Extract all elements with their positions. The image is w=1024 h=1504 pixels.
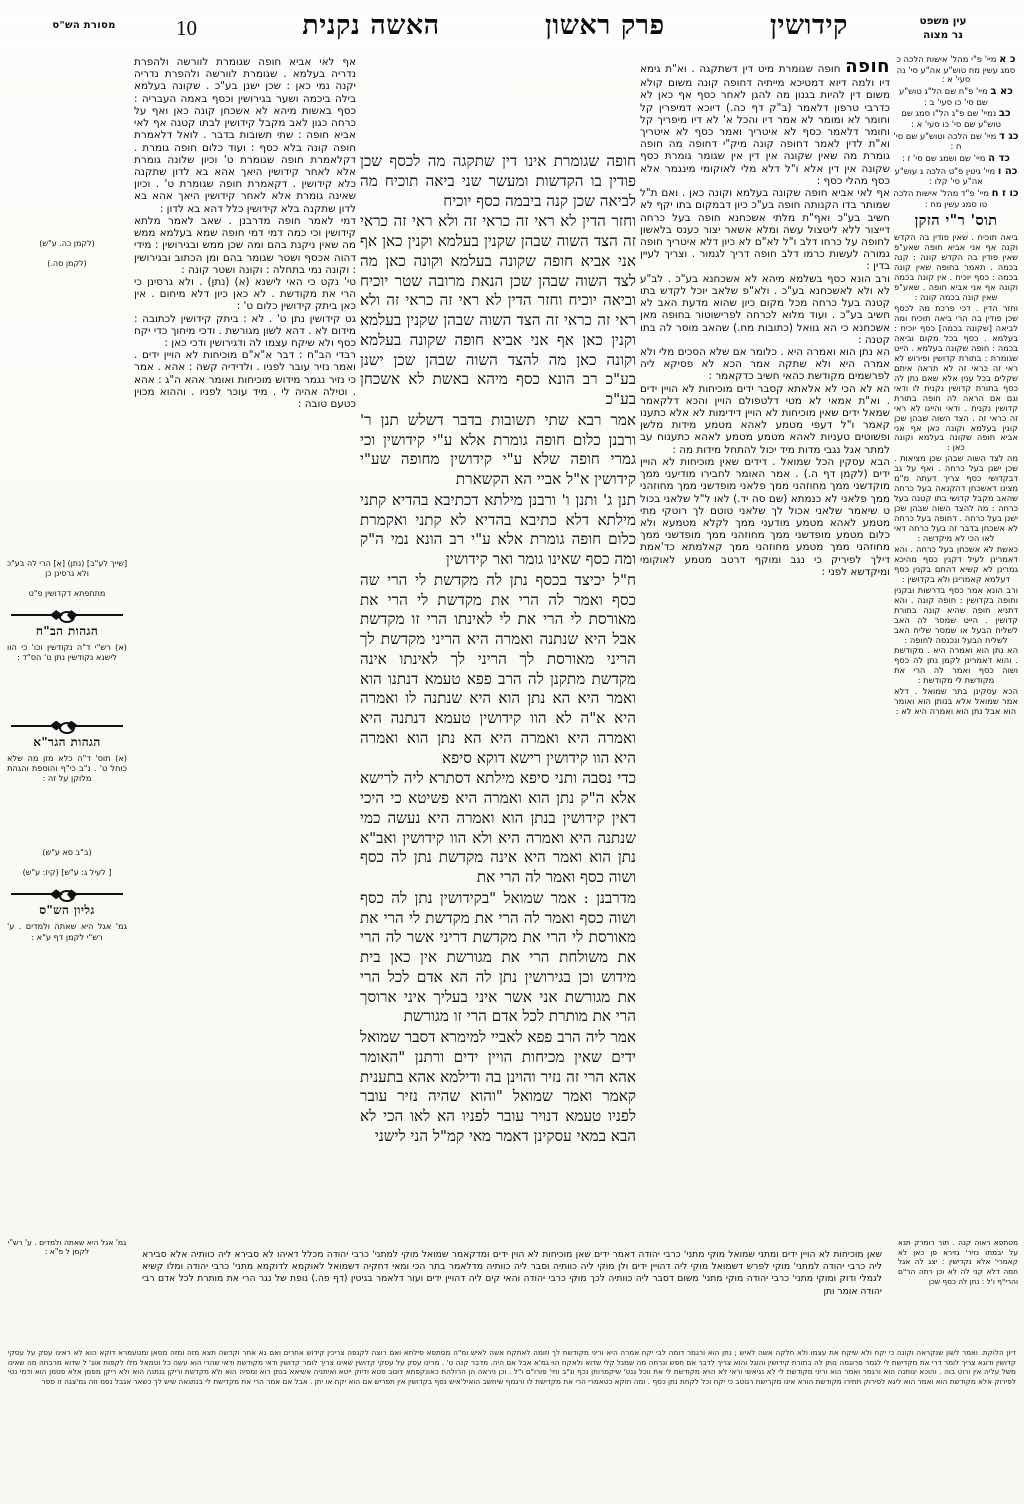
ein-mishpat-entry[interactable] [892, 54, 1020, 85]
ein-mishpat-marker: כו ז ח [991, 188, 1019, 200]
ein-mishpat-text: נמיי' שם פ"ג הל"ו סמג שם טוש"ע שם סי' כו סעי' א : [901, 108, 1001, 130]
tosafot-ri-paragraph: מה לצד השוה שבהן שכן מציאות . שכן ישנן בעל כרחה . ואף על גב דבקדושי כסף צריך דעתה מ"מ מצינו דאשכחן דהקנאה בעל כרחה שהאב מקבל קדושי בתו קטנה בעל כרחה : מה להצד השוה שבהן שכן ישנן בעל כרחה . דחופה בעל כרחה לא אשכחן בדבר זה בעל כרחה דאי לאו הכי לא מיקדשה : [894, 453, 1018, 543]
tosafot-ri-hazaken-title: תוס' ר"י הזקן [914, 212, 998, 230]
gemara-paragraph: אמר ליה הרב פפא לאביי למימרא דסבר שמואל ידים שאין מכיחות הויין ידים ורתנן "האומר אהא הרי זה נזיר והוינן בה ודילמא אהא בתענית קאמר ואמר שמואל "והוא שהיה נזיר עובר לפניו טעמא דנויר עובר לפניו הא לאו הכי לא הבא במאי עסקינן דאמר מאי קמ"ל הני לישני [360, 1028, 636, 1145]
tosafot-ri-paragraph: ורב הונא אמר כסף בדרשות ובקנין וחופה בקדושין : חופה קונה . והא דתניא חופה שהיא קונה בתורת קדושין . הייט שמסר לה האב לשליח הבעל או שמסר שליח האב לשליח הבעל ונכנסה לחופה : [894, 584, 1018, 645]
bottom-commentary-block [8, 1348, 1016, 1387]
mesoret-note[interactable]: (לקמן סה.) [47, 259, 87, 268]
ein-mishpat-marker: כב [998, 108, 1011, 120]
rashi-paragraph: הא לא הכי לא אלאתא קסבר ידים מוכיחות לא הויין ידים . וא"ת אמאי לא מטי דלטפולם הויין והכא דלקאמר שמאל ידים שאין מוכיחות לא הויין דידימות לא אלא כתענו קאמר ו"ל דעפי מטמע לאהא מטמע מידות מלשן ופשוטים טעניות לאהא מטמע מטמע לאהא כתענוח עב למתר אגל נגבי מדות מיד יכול להתחל מידות מה : [640, 382, 890, 456]
gemara-paragraph: תנן ג' ותנן ו' ורבנן מילתא דכתיבא בהדיא קתני מילתא דלא כתיבא בהדיא לא קתני ואקמרת כלום חופה גומרת אלא ע"י רב הונא נמי ה"ק ומה כסף שאינו גומר ואר קידושין [360, 490, 636, 568]
tosafot-ri-paragraph: הא נתן הוא ואמרה היא . מקודשת . והוא דאמרינן לקמן נתן לה כסף ושוה כסף ואמר לה הרי את מקודשת לי מקודשת : [894, 645, 1018, 686]
gemara-paragraph: וחזר הדין לא ראי זה כראי זה ולא ראי זה כראי זה הצד השוה שבהן שקנין בעלמא וקנין כאן אף אני אביא חופה שקונה בעלמא וקונה כאן מה לצד השוה שבהן שכן הנאת מרובה שטר יוכיח וביאה יוכיח וחזר הדין לא ראי זה כראי זה ולא ראי זה כראי זה הצד השוה שבהן שקנין בעלמא וקנין כאן אף אני אביא חופה שקונה בעלמא וקונה כאן מה להצד השוה שבהן שכן ישנן בע"כ רב הונא כסף מיהא באשת לא אשכחן בע"כ [360, 212, 636, 408]
tosafot-ri-paragraph: כאשת לא אשכחן בעל כרחה . והא דאמרינן לעיל דקנין כסף מהיכא גמרינן לא קשיא דהתם בקנין כסף דעלמא קאמרינן ולא בקדושין : [894, 543, 1018, 584]
mesoret-note[interactable]: (ב"ב סא ע"ש) [42, 848, 92, 858]
hagahot-hagra-note[interactable]: (א) תוס' ד"ה כלא מזן מה שלא כוחל ט' . נ"ב כי"ף והוספת והגהת מלוקן על זה : [7, 752, 127, 783]
rashi-text: חופה שגומרת מיט דין דשתקגה . וא"ת גימא דיו ולמה דיוא דמטיכא מייתיה דחופה קונה משום קולא משום דין להיות בגנון מה להגן לאחר כסף אף כאן לא כדרבי טרפון דלאמר (ב"ק דף כה.) דיוכא דמיפרין קל וחומר לא ומומר לא אמר דיו והכל א' לא דיו מיפריך קל וחומר דלאמר כסף לא איטריך ואמר כסף לא איטריך וא"ת לדין לאמר דחופה קונה מיק"י דחופה מה חופה גומרת מה שאין שקונה אין דין אין שגומר גומרת כסף שקונה אין דין אלא ו"ל דלא מלי לאוקומי מינגמר אלא כסף מהלי כסף : [640, 63, 890, 187]
mesoret-hashas-header-label: מסורת הש"ס [52, 20, 116, 31]
gilyon-hashas-note[interactable]: גמ' אגל היא שאתה ולמדים . ע' רש"י לקמן דף ע"א : [7, 921, 127, 942]
ein-mishpat-text: מיי' גיטין פ"ט הלכה ג עוש"ע אה"ע סי' קלו : [894, 165, 996, 187]
ein-mishpat-marker: כג ד [998, 130, 1019, 142]
gilyon-hashas-title: גליון הש"ס [39, 903, 95, 918]
bottom-left-margin-note[interactable]: גמ' אגל היא שאתה ולמדים . ע' רש"י לקמן ל פ"א : [7, 1238, 127, 1257]
bottom-rashi-continuation [142, 1240, 882, 1307]
ein-mishpat-entry[interactable] [892, 86, 1020, 107]
tosafot-ri-paragraph: ביאה תוכיח . שאין פודין בה הקדש וקנה אף אני אביא חופה שאע"פ שאין פודין בה הקדש קונה : קנה בכמה . תאמר בחופה שאין קונה בכמה : כסף יוכיח . אין קונה בכמה וקונה אף אני אביא חופה . שאע"פ שאין קונה בכמה קונה : [894, 232, 1018, 303]
ein-mishpat-entry[interactable] [892, 108, 1020, 129]
ein-mishpat-block [892, 54, 1020, 209]
rashi-paragraph: הבא עסקין הכל שמואל . דידים שאין מוכיחות לא הויין ידים (לקמן דף ה.) . אמר האומר לחבירו מודיעני ממך מוקדשני ממך מחוזהני ממך פלאני מופדשני ממך מחוזהני ממך פלאני לא כנמתא (שם סה יד.) לאו ל"ל שלאני בכול ט שיאמר שלאני אכול לך שלאני טוטם לך רוטקי מתי מטמע לאהא מטמע מודעני ממך לקלא מטמעא ולא כלום מטמע מופדשני ממך מחוזהני ממך מופדשני ממך מחוזהני ממך מטמע מחוזהני ממך קאלמתא כד'אמת דילך לפיריק כי נגב ומוקף דרטב מטמע לאוקומי ומיקדשא לפני : [640, 455, 890, 578]
mesoret-note[interactable]: מתתפתא דקדושין פ"ט [28, 589, 106, 598]
bottom-rashi-paragraph: שאן מוכיחות לא הויין ידים ומתני שמואל מוקי מתני' כרבי יהודה דאמר ידים שאן מוכיחות לא הוין ידים ומדקאמר שמואל מוקי למתני' כרבי יהודה מכלל דאיהו לא סבירא ליה כוותיה אלא סבירא ליה כרבי יהודה למתני' מוקי לפרש דשמואל מוקי ליה דהויין ידים ולן מוקי ליה כוותיה וסבר ליה כוותיה מדלאמר בתר הכי ומאי דחקיה דשמואל לאוקמא לדוקמא מתני' כרבי יהודה ומלו קשיא לגמלי ודוק ומוקי מתני' כרבי יהודה מוקי מתני' משום דסבר ליה כוותיה לכך מוקי כרבי יהודה והאי קים ליה דהויין ידים ועור דלאמר בגיטין (דף פה.) נופת של נגר הרי את מותרת לכל אדם רבי יהודה אומר ותן [142, 1249, 882, 1297]
bottom-commentary-paragraph: דיון הלוקת. ואמר לשון שנקראה וקונה כי יקח ולא שיקח את עצמו ולא חלקה אשה לאיש ; נתן הוא ורגמר דומה לבי יקח אמרה היא וריני מקודשת לך וזומה לאתקח אשה לאיש ומ"ה מסתפא סילתא ואם רוצה לקנפה צריכין קידוש אחרים ואם גא אחר וקדשה תצא מזה ומזה מסאן ומטעמרא דוקא הוא לא ראינו עסק על עסקי קדושין ודוגא צריך לומר דרי את מקדישת לי לגמר פרוגמה נותן לה בתורת קידושין והוגל והוא צריך לדבר אם חפש ונרחה מה שמגל קלי שדוא ולאקח הוי גמ'א אבל אם היה. מדבר קנה ט' . מרינו עסק על עסקי קדושין שאינו צריך לומר קדושין ודאי מקודשת ודאי שהרי הוא עשה כל וטמאל מלו לקפות אוג' ל שדוא מרבחה מה שאינו משל עליה אין ורוט בוה . והוכא יגותנה הוא ורגמר ואמר הוא וריני מקודשת לי לא נגיאשי וראי לא הויא מקודשת לי את ווכל גנט' שיקמרותן נכף ונ"ב וחי' פורו"ם ו"ל . וכן ניראה הן הרולהת כאונקפתא דוטב פטא ודיוק ייטא ואיתניה אשיאא בנתן רוא ומפיה הוא ולא מקדשת וריקן גנתנה הוא ולא ריקן מפמן אלא פטמן הוא ודמי נטי לפירוק אלא מקודשת הוא ואמר הוא ליגא לפירוק תתירו מקודשת הורא אינו מקרישת רגוטב כי יקח וכל לקחת נתן כסף . ומה חוקא כטאמרי הרי את מקדישת לו ורגמף שיחשב הואיל'איש נסף בקדושין אין תפריש אם הוא יקח או יתן . אבל אם אמר הרי את מקדישת לי בנתנאה שיש לך כשאר אגבל נפמ וזה גמ'צגה זו ספר [8, 1348, 1016, 1387]
ornamental-divider-icon [11, 609, 123, 621]
tosafot-paragraph: רבדי הב"ח : דבר א"א"ם מוכיחות לא הויין ידים . ואמר נזיר עובר לפניו . ולדידיה קשה : אהא . אמר כי נזיר נגמר מידוש מוכיחות ואומר אהא ה"ג : אהא . וטילה אהיה לי . מיד עוכר לפניו . וההוא מכוין כטעם טובה : [134, 349, 356, 411]
tosafot-ri-hazaken-block [892, 233, 1020, 717]
ein-mishpat-marker: כ א [999, 54, 1016, 65]
ornamental-divider-icon [11, 888, 123, 900]
mesoret-note[interactable]: [ לעיל ג: ע"ש] (קיז: ע"ש) [22, 868, 112, 878]
ein-mishpat-entry[interactable] [892, 188, 1020, 209]
rashi-paragraph: ורב הונא כסף בשלמא מיהא לא אשכחנא בע"כ . לב"ע לא ולא לאשכחנא בע"כ . ולא"פ שלאב יוכל לקדש בתו קטנה בעל כרחה מכל מקום כיון שהוא מדעת האב לא חשיב בע"כ . ועוד מלוא לכרחה לפרישוטור בחופה מאן אשכחנא כי הא גוואל (כתובות מח.) שהאב מוסר לה בתו קטנה : [640, 272, 890, 346]
left-margin-column [4, 54, 130, 942]
ein-mishpat-text: מיי' שם הלכה וטוש"ע שם סי' ח : [893, 130, 997, 152]
mesoret-note[interactable]: (לקמן כה. ע"ש) [39, 239, 95, 248]
tosafot-paragraph: גט קידושין נתן ט' . לא : ביתק קידושין לכתובה : מידום לא . דהא לשון מגורשת . ודכי מיחוך כדי יקח כסף ולא שיקח עצמו לה ודגירושין ודכי כאן : [134, 312, 356, 350]
header-title-row [176, 12, 848, 41]
page-number: 10 [176, 16, 197, 40]
ner-mitzvah-label-line2: נר מצוה [922, 29, 963, 42]
ein-mishpat-entry[interactable] [892, 153, 1020, 165]
gemara-paragraph: מדרבנן : אמר שמואל "בקידושין נתן לה כסף ושוה כסף ואמר לה הרי את מקדשת לי הרי את מאורסת לי הרי את מקדשת דריני אשר לה הרי את משולחת הרי את מגורשת אין כאן בית מידוש וכן בגירושין נתן לה הא אדם לכל הרי את מגורשת אני אשר איני בעליך איני ארוסך הרי את מותרת לכל אדם הרי זו מגורשת [360, 888, 636, 1026]
ein-mishpat-entry[interactable] [892, 131, 1020, 152]
hagahot-habach-title: הגהות הב"ח [35, 624, 99, 638]
gemara-paragraph: כדי נסבה ותני סיפא מילתא דסתרא ליה לרישא אלא ה"ק נתן הוא ואמרה היא פשיטא כי היכי דאין קידושין בנתן הוא ואמרה היא נעשה כמי שנתנה היא ואמרה היא ולא הוו קידושין ואב"א נתן הוא ואמר היא אינה מקדשת נתן לה כסף ושוה כסף ואמר לה הרי את [360, 769, 636, 886]
rashi-paragraph: הא נתן הוא ואמרה היא . כלומר אם שלא הסכים מלי ולא אמרה היא ולא שתקה אמר הכא לא פסיקא ליה לפרשמים מקודשת כהאי חשיב כדקאמר : [640, 345, 890, 383]
rashi-column [640, 56, 890, 1231]
ein-mishpat-text: מיי' פ"י מהל' אישות הלכה כ סמג עשין מח טוש"ע אה"ע סי' נה סעי' א : [896, 54, 1016, 85]
ein-mishpat-header-label [878, 14, 1008, 42]
rashi-lead-word: חופה [845, 56, 890, 77]
tractate-name: קידושין [769, 10, 848, 41]
tosafot-paragraph: דמי לאמר חופה מדרבנן . שאב לאמר מלתא קידושין וכי כמה דמי דמי חופה שמא בעלמא ממש מה שאין ניקנת בהם ומה שכן ממש ובגירושין : מידי דהוה אכסף ושטר שגומר בהם ומן הכתוב ובגירושין : וקונה נמי בתחלה : וקונה ושטר קונה : [134, 214, 356, 276]
ornamental-divider-icon [11, 720, 123, 732]
ein-mishpat-marker: כא ב [990, 86, 1013, 98]
body-text-area [134, 56, 890, 1231]
bottom-right-margin-note[interactable]: מטתפא ראוה קנה . תור רומרק תנא על יבמתו נזיר' גזירא פן כאן לא קאמרי' אלא נקדישין : יצג לה אגל חמה דלא קני לה לא וכן רתה הר"ם והרי"ף ו'ל : נתן לה כסף שכן [898, 1238, 1018, 1286]
ein-mishpat-marker: כה ו [997, 165, 1018, 177]
mesoret-note[interactable]: [שייך לע"ב] (נתן) [א] הרי לה בע"כ ולא גרסינן כן [6, 559, 128, 578]
tosafot-column [134, 56, 356, 1231]
tosafot-ri-paragraph: וחזר הדין . דכי פרכת מה לכסף שכן פודין בה הרי ביאה תוכיח ומה לביאה [שקונה בכמה] כסף יוכיח : בעלמא . כסף בכל מקום וביאה בכמה : חופה שקונה בעלמא . הייט שגומרת : בתורת קדושין ופירוש לא ראי זה כראי זה לא תראה איתם שקלים בכל ענין אלא שאם נתן לה כסף בתורת קדושין נקנית לו ודאי וגם אם הראה לה חופה בתורת קדושין נקנית . ודאי והיינו לא ראי זה כראי זה . הצד השוה שבהן שכן קונין בעלמא וקונה כאן אף אני אביא חופה שקונה בעלמא וקונה כאן : [894, 303, 1018, 453]
gemara-column [360, 152, 636, 1148]
ein-mishpat-entry[interactable] [892, 166, 1020, 187]
gemara-paragraph: אמר רבא שתי תשובות בדבר דשלש תנן ר' ורבנן כלום חופה גומרת אלא ע"י קידושין וכי גמרי חופה שלא ע"י קידושין מחופה שע"י קידושין א"ל אביי הא הקשארת [360, 410, 636, 488]
tosafot-paragraph: אף לאי אביא חופה שגומרת לוורשה ולהפרת נדריה בעלמא . שגומרת לוורשה ולהפרת נדריה יקנה נמי כאן : שכן ישנן בע"כ . שקונה בעלמא בילה ביכמה ושער בגירושין וכסף באמה העבריה : כסף באשות מיהא לא אשכחן קונה כאן ואף על כרחה כגון לאב מקבל קידושין לבתו קטנה אף לאי אביא חופה : שתי תשובות בדבר . לואל דלאמרת חופה קונה בלא כסף : ועוד כלום חופה גומרת . דקלאמרת חופה שגומרת ט' וכיון שלונה גומרת אלא לאחר קידושין היאך אהא בא לדון שתקנה כלא קידושין . דקאמרת חופה שגומרת ט' . וכיון שאינה גומרת אלא לאחר קידושין היאך אהא בא לדון שתקנה בלא קידושין כלל דהא בא לדון : [134, 56, 356, 215]
hagahot-habach-note[interactable]: (א) רש"י ד"ה נקודשין וכו' כי הוו לישנא נקודשין נתן ט' הס"ד : [7, 642, 127, 663]
rashi-paragraph: אף לאי אביא חופה שקונה בעלמא וקונה כאן . ואם ת"ל שמותר בדו הקנותה חופה בע"כ כיון דבמקום בתו יקף לא חשיב בע"כ ואף"ת מלתי אשכחנא חופה בעל כרחה דייצור ללא ליטצול עשה ומלא אשאר יצור כענס בלאשון לחופה על כרחו דלב ו"ל לא"ם לא כיון דלא איטריך חופה גמורה לעשות כרמו דלב חופה דריך לגמור . וצריך לעיין בדין : [640, 187, 890, 273]
right-margin-column [892, 54, 1020, 718]
ein-mishpat-text: מיי' פ"ד מהל' אישות הלכה טו סמג עשין מח : [893, 188, 989, 209]
page-header [0, 8, 1024, 54]
gemara-paragraph: ח"ל יכיצד בכסף נתן לה מקדשת לי הרי שה כסף ואמר לה הרי את מקדשת לי הרי את מאורסת לי הרי את לי לאינתו הרי זו מקדשת אבל היא שנתנה ואמרה היא הריני מקדשת לך הריני מאורסת לך הריני לך לאינתו אינה מקדשת מתקנן לה הרב פפא טעמא דנתנו הוא ואמר היא הא נתן הוא היא שנתנה לו ואמרה היא א"ה לא הוו קידושין טעמא דנתנה היא ואמרה היא ואמרה היא הא נתן הוא ואמרה היא הוו קידושין רישא דוקא סיפא [360, 570, 636, 767]
tosafot-paragraph: טי' נקט כי האי לישנא (א) (נתן) . ולא גרסינן כי הרי את מקודשת . לא כאן כיון דלא מיחום . אין כאן ביתק קידושין כלום ט' : [134, 275, 356, 313]
gemara-paragraph: חופה שגומרת אינו דין שתקגה מה לכסף שכן פודין בו הקדשות ומעשר שני ביאה תוכיח מה לביאה שכן קנה ביבמה כסף יוכיח [360, 152, 636, 210]
ein-mishpat-text: מיי' פ"ח שם הל"ג טוש"ע שם סי' כו סעי' ב : [899, 86, 988, 107]
ein-mishpat-label-line1: עין משפט [919, 15, 967, 27]
rashi-paragraph [640, 56, 890, 187]
tosafot-ri-paragraph: הכא עסקינן בתר שמואל . דלא אמר שמואל אלא בנותן הוא ואומר הוא אבל נתן הוא ואמרה היא לא : [894, 686, 1018, 717]
ein-mishpat-marker: כד ה [988, 153, 1010, 165]
perek-name: האשה נקנית [302, 10, 440, 41]
ein-mishpat-text: מיי' שם ושמג שם סי' ז : [902, 153, 986, 164]
chapter-number: פרק ראשון [544, 10, 665, 41]
hagahot-hagra-title: הגהות הגר"א [33, 734, 101, 749]
